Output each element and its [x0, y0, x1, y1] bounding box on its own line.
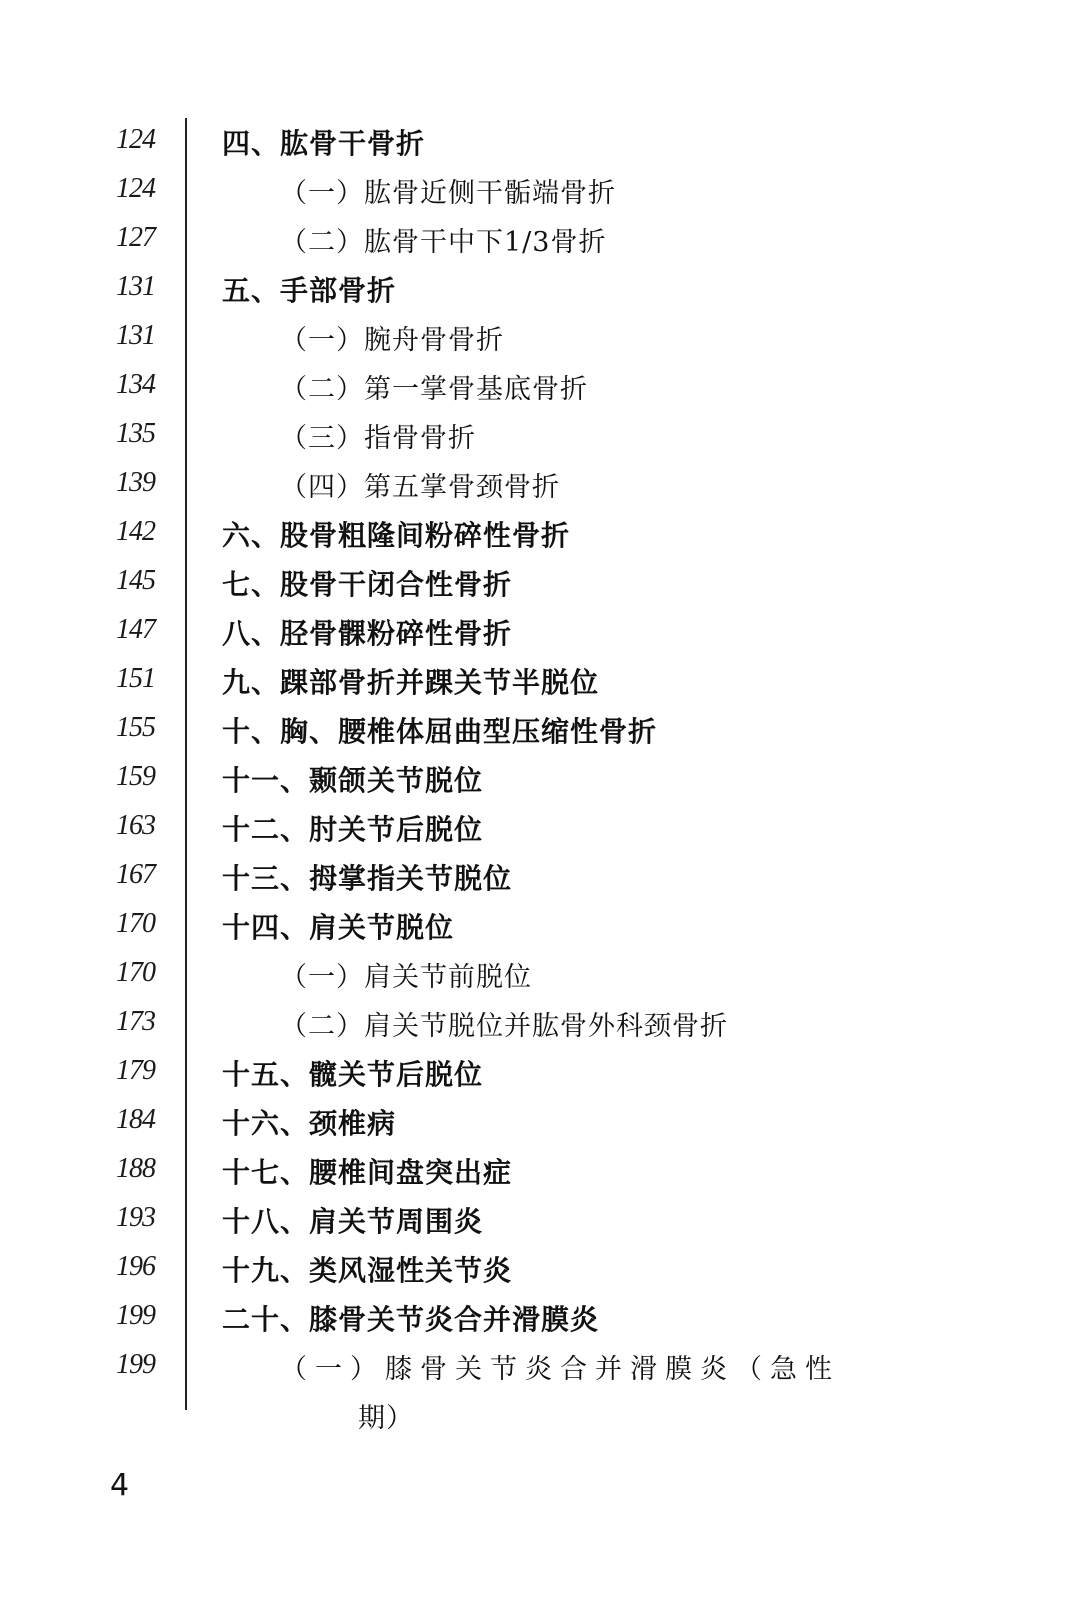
toc-entry-title: 二十、膝骨关节炎合并滑膜炎: [222, 1303, 600, 1336]
toc-entry-title: 十一、颞颌关节脱位: [222, 764, 484, 797]
toc-page-number: 199: [116, 1300, 155, 1331]
toc-page-number: 127: [116, 222, 155, 253]
toc-page-number: 179: [116, 1055, 155, 1086]
toc-row[interactable]: [0, 1049, 1080, 1098]
toc-subentry-title: （四）第五掌骨颈骨折: [280, 472, 560, 503]
toc-entry-title: 十八、肩关节周围炎: [222, 1205, 484, 1238]
toc-subentry-title: （二）肱骨干中下1/3骨折: [280, 227, 607, 258]
toc-page-number: 196: [116, 1251, 155, 1282]
toc-page-number: 134: [116, 369, 155, 400]
toc-page-number: 131: [116, 271, 155, 302]
toc-subentry-title: （一）肩关节前脱位: [280, 962, 532, 993]
toc-subentry-title: （一）腕舟骨骨折: [280, 325, 504, 356]
toc-row[interactable]: [0, 853, 1080, 902]
toc-page-number: 124: [116, 173, 155, 204]
toc-row[interactable]: [0, 1098, 1080, 1147]
toc-page-number: 124: [116, 124, 155, 155]
table-of-contents: [0, 118, 1080, 1441]
toc-entry-title: 七、股骨干闭合性骨折: [222, 568, 513, 601]
toc-entry-title: 五、手部骨折: [222, 274, 397, 307]
toc-row[interactable]: [0, 1196, 1080, 1245]
toc-page-number: 170: [116, 908, 155, 939]
toc-page-number: 188: [116, 1153, 155, 1184]
toc-page-number: 131: [116, 320, 155, 351]
toc-row[interactable]: [0, 216, 1080, 265]
toc-page-number: 135: [116, 418, 155, 449]
toc-entry-title: 八、胫骨髁粉碎性骨折: [222, 617, 513, 650]
toc-subentry-title: （三）指骨骨折: [280, 423, 476, 454]
toc-page-number: 163: [116, 810, 155, 841]
toc-row[interactable]: [0, 1245, 1080, 1294]
toc-entry-title: 十三、拇掌指关节脱位: [222, 862, 513, 895]
toc-row-continuation[interactable]: [0, 1392, 1080, 1441]
page-folio-number: 4: [110, 1468, 130, 1503]
toc-page-number: 142: [116, 516, 155, 547]
toc-page-number: 167: [116, 859, 155, 890]
toc-row[interactable]: [0, 559, 1080, 608]
toc-page-number: 173: [116, 1006, 155, 1037]
toc-row[interactable]: [0, 461, 1080, 510]
toc-row[interactable]: [0, 510, 1080, 559]
toc-subentry-title: （一）肱骨近侧干骺端骨折: [280, 178, 616, 209]
toc-page-number: 145: [116, 565, 155, 596]
toc-entry-title: 十九、类风湿性关节炎: [222, 1254, 513, 1287]
toc-entry-title: 四、肱骨干骨折: [222, 127, 426, 160]
toc-row[interactable]: [0, 1294, 1080, 1343]
toc-page-number: 151: [116, 663, 155, 694]
toc-row[interactable]: [0, 118, 1080, 167]
toc-entry-title: 十、胸、腰椎体屈曲型压缩性骨折: [222, 715, 658, 748]
toc-row[interactable]: [0, 265, 1080, 314]
toc-page-number: 139: [116, 467, 155, 498]
toc-row[interactable]: [0, 1343, 1080, 1392]
toc-row[interactable]: [0, 804, 1080, 853]
toc-row[interactable]: [0, 755, 1080, 804]
toc-row[interactable]: [0, 608, 1080, 657]
toc-subentry-title-continuation: 期）: [358, 1403, 414, 1434]
toc-page-number: 159: [116, 761, 155, 792]
toc-page-number: 193: [116, 1202, 155, 1233]
toc-row[interactable]: [0, 167, 1080, 216]
toc-row[interactable]: [0, 902, 1080, 951]
toc-page-number: 147: [116, 614, 155, 645]
toc-entry-title: 十五、髋关节后脱位: [222, 1058, 484, 1091]
toc-page-number: 184: [116, 1104, 155, 1135]
toc-subentry-title: （一）膝骨关节炎合并滑膜炎（急性: [280, 1354, 840, 1385]
toc-row[interactable]: [0, 951, 1080, 1000]
toc-entry-title: 六、股骨粗隆间粉碎性骨折: [222, 519, 571, 552]
toc-row[interactable]: [0, 1000, 1080, 1049]
toc-subentry-title: （二）肩关节脱位并肱骨外科颈骨折: [280, 1011, 728, 1042]
toc-row[interactable]: [0, 314, 1080, 363]
toc-entry-title: 十四、肩关节脱位: [222, 911, 455, 944]
toc-row[interactable]: [0, 1147, 1080, 1196]
toc-entry-title: 十七、腰椎间盘突出症: [222, 1156, 513, 1189]
toc-row[interactable]: [0, 657, 1080, 706]
toc-page-number: 155: [116, 712, 155, 743]
toc-page-number: 199: [116, 1349, 155, 1380]
toc-row[interactable]: [0, 412, 1080, 461]
toc-row[interactable]: [0, 706, 1080, 755]
toc-entry-title: 十二、肘关节后脱位: [222, 813, 484, 846]
toc-page-number: 170: [116, 957, 155, 988]
toc-row[interactable]: [0, 363, 1080, 412]
toc-entry-title: 九、踝部骨折并踝关节半脱位: [222, 666, 600, 699]
toc-subentry-title: （二）第一掌骨基底骨折: [280, 374, 588, 405]
toc-entry-title: 十六、颈椎病: [222, 1107, 397, 1140]
